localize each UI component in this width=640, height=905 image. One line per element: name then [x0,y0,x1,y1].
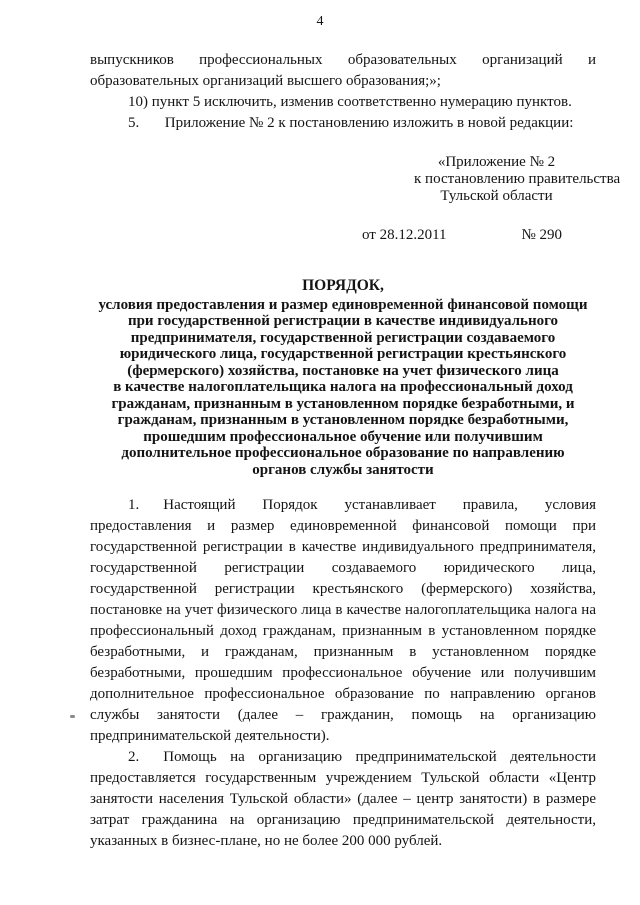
section-2-number: 2. [128,749,140,765]
title-line: прошедшим профессиональное обучение или получившим [143,428,543,445]
item-5-text: Приложение № 2 к постановлению изложить в новой редакции: [164,115,574,131]
section-1-line: дополнительное профессиональное образование по направлению органов [90,686,596,702]
section-1-line: безработными, прошедшим профессиональное обучение или получившим [90,665,596,681]
section-2-last-line: указанных в бизнес-плане, но не более 200 000 рублей. [90,833,443,849]
section-1-last-line: предпринимательской деятельности). [90,728,330,744]
section-1-line: государственной регистрации в качестве индивидуального предпринимателя, [90,539,596,555]
title-line: предпринимателя, государственной регистрации создаваемого [130,329,556,346]
appendix-title: «Приложение № 2 [437,154,556,170]
appendix-region: Тульской области [440,188,553,204]
section-1-line: службы занятости (далее – гражданин, помощь на организацию [90,707,596,723]
section-2-line: занятости населения Тульской области» (далее – центр занятости) в размере [90,791,596,807]
item-5-number: 5. [128,115,140,131]
title-line: гражданам, признанным в установленном порядке безработными, [117,412,569,428]
title-line: (фермерского) хозяйства, постановке на учет физического лица [127,362,559,379]
title-line: в качестве налогоплательщика налога на профессиональный доход [113,379,573,395]
section-2-line: предоставляется государственным учреждением Тульской области «Центр [90,770,596,786]
section-2-lead: Помощь на организацию предпринимательской деятельности [163,749,596,765]
title-line: при государственной регистрации в качестве индивидуального [127,313,559,329]
section-1-line: безработными, и гражданам, признанным в установленном порядке [90,644,596,660]
section-1-line: государственной регистрации крестьянского (фермерского) хозяйства, [90,581,596,597]
amendment-item-5 [90,113,596,134]
document-body [90,50,621,852]
page-number: 4 [316,14,324,29]
appendix-date-row [362,225,562,246]
section-1-line: профессиональный доход гражданам, признанным в установленном порядке [90,623,596,639]
title-line: юридического лица, государственной регистрации крестьянского [119,346,567,362]
title-line: дополнительное профессиональное образование по направлению [121,445,565,461]
intro-line-2: образовательных организаций высшего образования;»; [90,73,441,89]
section-1 [90,495,596,747]
section-1-line: постановке на учет физического лица в качестве налогоплательщика налога на [90,602,596,618]
section-1-first-line [90,495,596,516]
appendix-subtitle: к постановлению правительства [414,171,621,187]
intro-line-1: выпускников профессиональных образовательных организаций и [90,52,596,68]
section-2 [90,747,596,852]
title-main: ПОРЯДОК, [302,277,384,294]
section-1-line: государственной регистрации создаваемого юридического лица, [90,560,596,576]
appendix-number: № 290 [521,227,562,243]
title-line: органов службы занятости [252,461,434,478]
title-line: условия предоставления и размер единовременной финансовой помощи [98,296,588,313]
appendix-date: от 28.12.2011 [362,227,447,243]
section-1-number: 1. [128,497,140,513]
title-line: гражданам, признанным в установленном порядке безработными, и [111,395,575,412]
margin-mark [70,715,75,718]
appendix-header [414,154,621,205]
title-subtitle [90,297,596,479]
amendment-item-10: 10) пункт 5 исключить, изменив соответственно нумерацию пунктов. [128,94,572,110]
document-title [90,278,596,478]
section-1-line: предоставления и размер единовременной финансовой помощи при [90,518,596,534]
section-2-line: затрат гражданина на организацию предпринимательской деятельности, [90,812,596,828]
section-2-first-line [90,747,596,768]
section-1-lead: Настоящий Порядок устанавливает правила, условия [163,497,596,513]
